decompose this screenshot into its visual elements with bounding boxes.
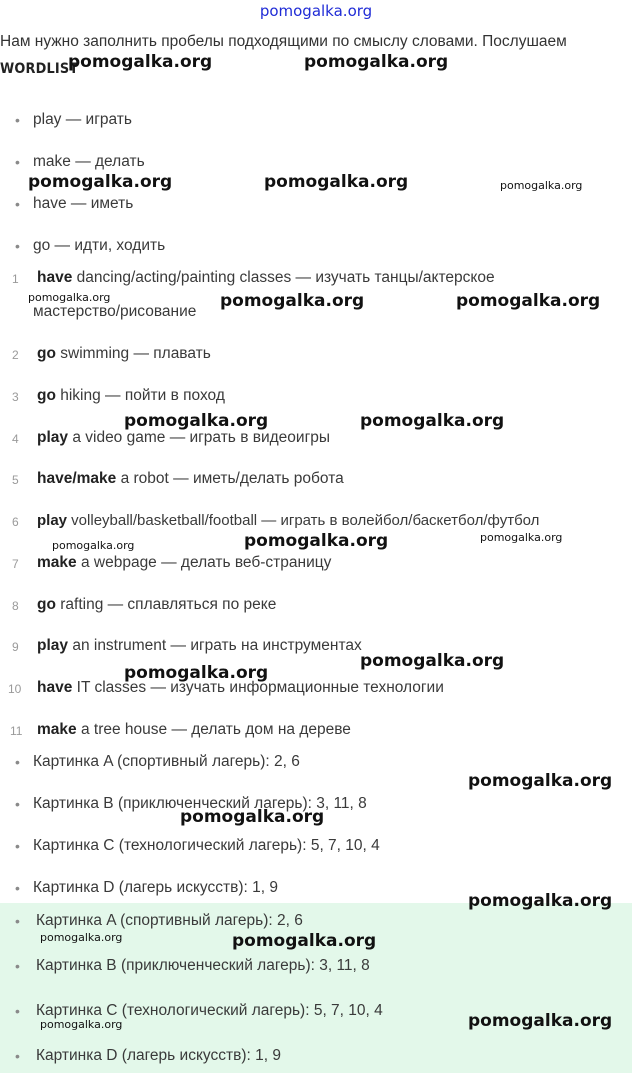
bullet-icon: • — [15, 238, 20, 254]
item-number: 9 — [12, 640, 19, 654]
verb: make — [37, 554, 77, 571]
watermark: pomogalka.org — [40, 931, 123, 944]
item-number: 11 — [10, 724, 23, 738]
phrase-rest: hiking — пойти в поход — [55, 387, 225, 404]
verb: have — [37, 269, 73, 286]
watermark: pomogalka.org — [468, 771, 613, 791]
phrase-rest: an instrument — играть на инструментах — [68, 637, 362, 654]
bullet-icon: • — [15, 958, 20, 974]
item-number: 5 — [12, 473, 19, 487]
watermark: pomogalka.org — [360, 411, 505, 431]
item-number: 7 — [12, 557, 19, 571]
item-number: 6 — [12, 515, 19, 529]
watermark: pomogalka.org — [360, 651, 505, 671]
verb: have — [37, 679, 73, 696]
bullet-icon: • — [15, 196, 20, 212]
phrase-rest: dancing/acting/painting classes — изучать танцы/актерское — [72, 269, 495, 286]
phrase-rest: rafting — сплавляться по реке — [55, 596, 277, 613]
watermark: pomogalka.org — [264, 172, 409, 192]
item-number: 2 — [12, 348, 19, 362]
bullet-icon: • — [15, 838, 20, 854]
watermark: pomogalka.org — [480, 531, 563, 544]
watermark: pomogalka.org — [124, 411, 269, 431]
watermark: pomogalka.org — [244, 531, 389, 551]
item-number: 1 — [12, 272, 19, 286]
bullet-icon: • — [15, 913, 20, 929]
verb: go — [37, 345, 56, 362]
watermark: pomogalka.org — [220, 291, 365, 311]
verb: go — [37, 387, 56, 404]
bullet-icon: • — [15, 1003, 20, 1019]
item-number: 3 — [12, 390, 19, 404]
phrase-rest: a webpage — делать веб-страницу — [76, 554, 332, 571]
phrase-rest: swimming — плавать — [55, 345, 211, 362]
watermark: pomogalka.org — [28, 172, 173, 192]
bullet-icon: • — [15, 796, 20, 812]
bullet-icon: • — [15, 154, 20, 170]
verb: have/make — [37, 470, 117, 487]
watermark: pomogalka.org — [500, 179, 583, 192]
watermark: pomogalka.org — [456, 291, 601, 311]
verb: make — [37, 721, 77, 738]
bullet-icon: • — [15, 754, 20, 770]
item-number: 10 — [8, 682, 22, 696]
verb: play — [37, 512, 68, 529]
watermark: pomogalka.org — [304, 52, 449, 72]
watermark: pomogalka.org — [40, 1018, 123, 1031]
intro-text: Нам нужно заполнить пробелы подходящими по смыслу словами. Послушаем — [0, 33, 567, 50]
phrase-rest: a robot — иметь/делать робота — [116, 470, 344, 487]
verb: go — [37, 596, 56, 613]
watermark: pomogalka.org — [124, 663, 269, 683]
watermark: pomogalka.org — [180, 807, 325, 827]
watermark: pomogalka.org — [68, 52, 213, 72]
watermark: pomogalka.org — [468, 891, 613, 911]
verb: play — [37, 429, 69, 446]
phrase-rest: IT classes — изучать информационные технологии — [72, 679, 444, 696]
item-number: 8 — [12, 599, 19, 613]
item-number: 4 — [12, 432, 19, 446]
phrase-rest: a video game — играть в видеоигры — [68, 429, 330, 446]
bullet-icon: • — [15, 880, 20, 896]
phrase-rest: volleyball/basketball/football — играть в волейбол/баскетбол/футбол — [67, 512, 540, 529]
site-watermark-top: pomogalka.org — [259, 2, 373, 20]
bullet-icon: • — [15, 1048, 20, 1064]
watermark: pomogalka.org — [468, 1011, 613, 1031]
watermark: pomogalka.org — [232, 931, 377, 951]
verb: play — [37, 637, 69, 654]
bullet-icon: • — [15, 112, 20, 128]
watermark: pomogalka.org — [28, 291, 111, 304]
watermark: pomogalka.org — [52, 539, 135, 552]
wordlist-heading: WORDLIST — [0, 61, 79, 77]
phrase-rest: a tree house — делать дом на дереве — [76, 721, 351, 738]
